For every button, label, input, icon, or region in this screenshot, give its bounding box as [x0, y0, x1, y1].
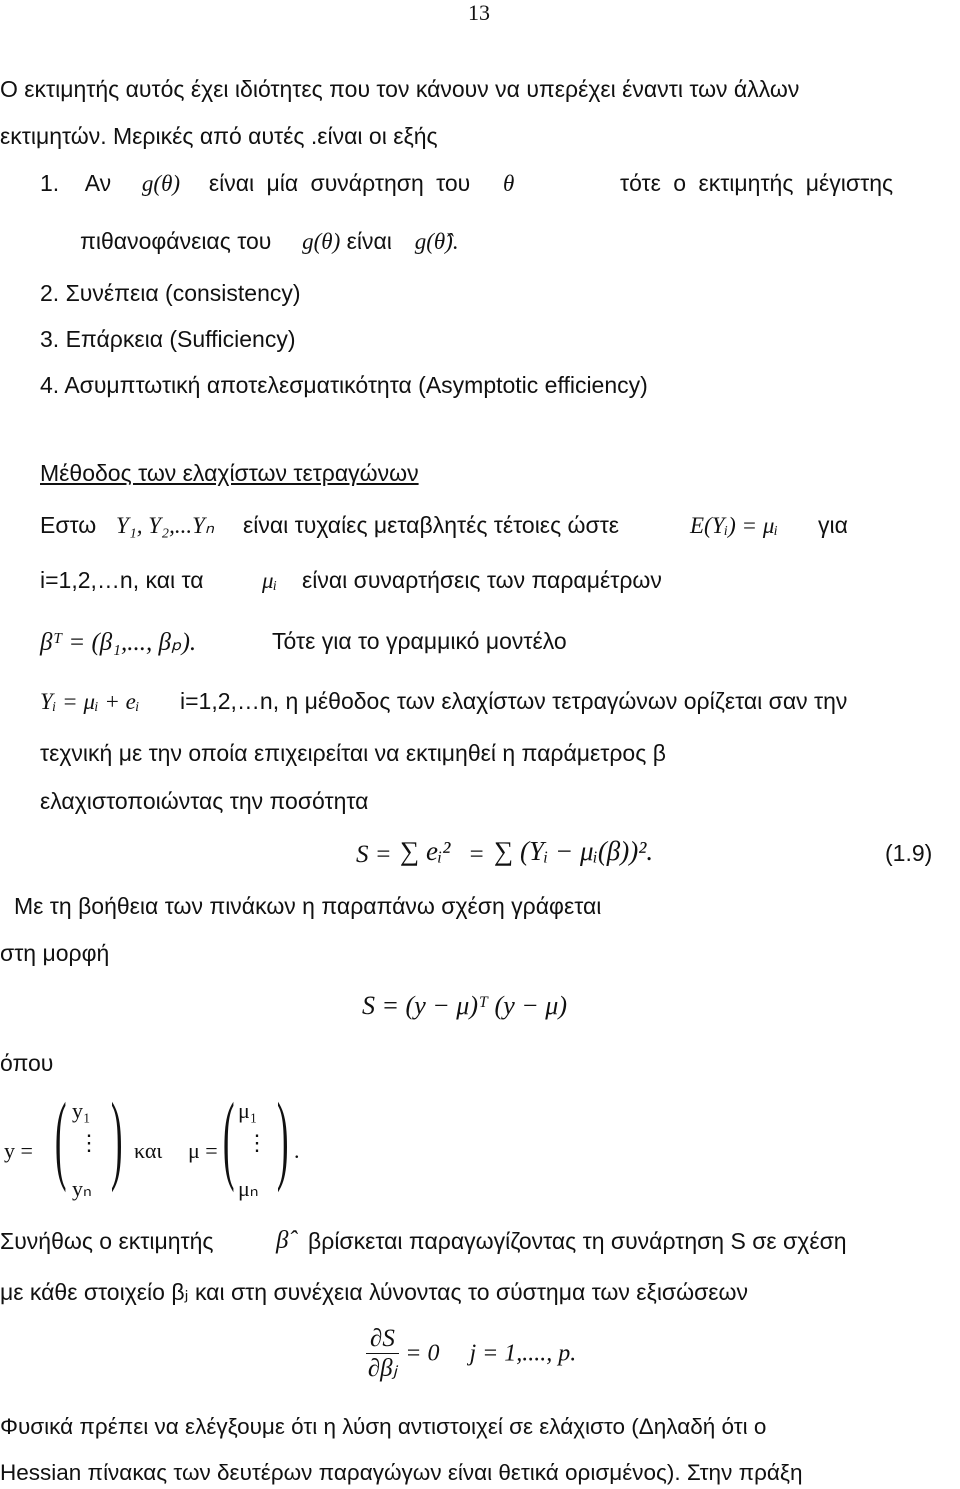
property-1-math-a: g(θ) [141, 171, 181, 196]
para-expectation: E(Yᵢ) = μᵢ [690, 513, 779, 538]
property-3-number: 3. [40, 326, 60, 352]
derivative-rest: = 0 j = 1,...., p. [405, 1340, 577, 1367]
final-line-1b: βρίσκεται παραγωγίζοντας τη συνάρτηση S σε σχέση [308, 1228, 847, 1254]
matrix-para-line-1: Με τη βοήθεια των πινάκων η παραπάνω σχέση γράφεται [14, 893, 602, 919]
property-1-number: 1. [40, 170, 60, 196]
y-vector-dots: ⋮ [78, 1130, 100, 1155]
para-mu-i: μᵢ [262, 568, 278, 593]
property-2 [40, 282, 301, 305]
property-1 [40, 172, 514, 195]
para-text-1: είναι τυχαίες μεταβλητές τέτοιες ώστε [243, 512, 620, 538]
eq19-label: (1.9) [885, 840, 933, 866]
property-1-math-b: θ [503, 171, 515, 196]
eq19-eq: = [468, 841, 485, 868]
para-vars: Y₁, Y₂,...Yₙ [116, 513, 215, 538]
y-vector-lhs: y = [4, 1138, 33, 1163]
mu-vector-right-paren: ) [276, 1082, 289, 1193]
mu-vector-left-paren: ( [222, 1082, 235, 1193]
eq19-sum2: ∑ (Yᵢ − μᵢ(β))². [494, 836, 654, 866]
para-text-5: τεχνική με την οποία επιχειρείται να εκτιμηθεί η παράμετρος β [40, 740, 666, 766]
vectors-kai: και [134, 1138, 163, 1163]
final-line-3: Φυσικά πρέπει να ελέγξουμε ότι η λύση αντιστοιχεί σε ελάχιστο (Δηλαδή ότι ο [0, 1414, 767, 1439]
page-number: 13 [468, 0, 490, 25]
property-1-text-a: Αν [84, 170, 112, 196]
para-text-6: ελαχιστοποιώντας την ποσότητα [40, 788, 369, 814]
para-estw: Εστω [40, 512, 97, 538]
para-gia: για [818, 512, 848, 538]
mu-vector-mun: μₙ [238, 1176, 259, 1201]
eq19-lhs: S = [356, 841, 392, 868]
derivative-denominator: ∂βⱼ [367, 1355, 398, 1382]
para-text-4: i=1,2,…n, η μέθοδος των ελαχίστων τετραγώνων ορίζεται σαν την [180, 688, 848, 714]
intro-line-2: εκτιμητών. Μερικές από αυτές .είναι οι εξής [0, 123, 438, 149]
property-3-text: Επάρκεια (Sufficiency) [65, 326, 296, 352]
eq19-sum1: ∑ eᵢ² [400, 836, 451, 866]
intro-line-1: Ο εκτιμητής αυτός έχει ιδιότητες που τον κάνουν να υπερέχει έναντι των άλλων [0, 76, 800, 102]
y-vector-yn: yₙ [72, 1176, 92, 1201]
property-4-number: 4. [40, 372, 60, 398]
final-line-1a: Συνήθως ο εκτιμητής [0, 1228, 214, 1254]
property-1-cont-text2: είναι [346, 228, 392, 254]
property-1-cont-text: πιθανοφάνειας του [80, 228, 272, 254]
matrix-equation: S = (y − μ)ᵀ (y − μ) [362, 991, 567, 1020]
final-line-4: Hessian πίνακας των δευτέρων παραγώγων είναι θετικά ορισμένος). Στην πράξη [0, 1460, 803, 1485]
opou-label: όπου [0, 1050, 54, 1076]
vectors-end: . [294, 1138, 300, 1163]
property-2-number: 2. [40, 280, 60, 306]
derivative-numerator: ∂S [366, 1326, 399, 1354]
matrix-para-line-2: στη μορφή [0, 940, 110, 966]
property-1-text-c: τότε ο εκτιμητής μέγιστης [620, 170, 894, 196]
property-1-text-b: είναι μία συνάρτηση του [208, 170, 471, 196]
y-vector-y1: y₁ [72, 1098, 91, 1123]
mu-vector-lhs: μ = [188, 1138, 218, 1163]
property-1-cont-math2: g(θ̂). [414, 229, 459, 254]
mu-vector-dots: ⋮ [246, 1130, 268, 1155]
y-vector-left-paren: ( [54, 1082, 67, 1193]
final-line-2: με κάθε στοιχείο βⱼ και στη συνέχεια λύνοντας το σύστημα των εξισώσεων [0, 1279, 748, 1305]
property-2-text: Συνέπεια (consistency) [65, 280, 301, 306]
para-model: Yᵢ = μᵢ + eᵢ [40, 689, 140, 714]
derivative-fraction [366, 1326, 399, 1381]
property-4-text: Ασυμπτωτική αποτελεσματικότητα (Asymptotic efficiency) [64, 372, 648, 398]
para-text-3: Τότε για το γραμμικό μοντέλο [272, 628, 567, 654]
property-1-cont-math: g(θ) [302, 229, 341, 254]
derivative-equation [366, 1326, 576, 1381]
y-vector-right-paren: ) [110, 1082, 123, 1193]
property-3 [40, 328, 296, 351]
property-1-continuation [80, 230, 459, 253]
para-text-2: είναι συναρτήσεις των παραμέτρων [302, 567, 662, 593]
property-4 [40, 374, 648, 397]
para-beta-equation: βᵀ = (β₁,..., βₚ). [40, 629, 197, 656]
para-i-text: i=1,2,…n, και τα [40, 567, 204, 593]
mu-vector-mu1: μ₁ [238, 1098, 258, 1123]
final-beta-hat: β̂ [276, 1227, 289, 1254]
section-title: Μέθοδος των ελαχίστων τετραγώνων [40, 460, 419, 486]
